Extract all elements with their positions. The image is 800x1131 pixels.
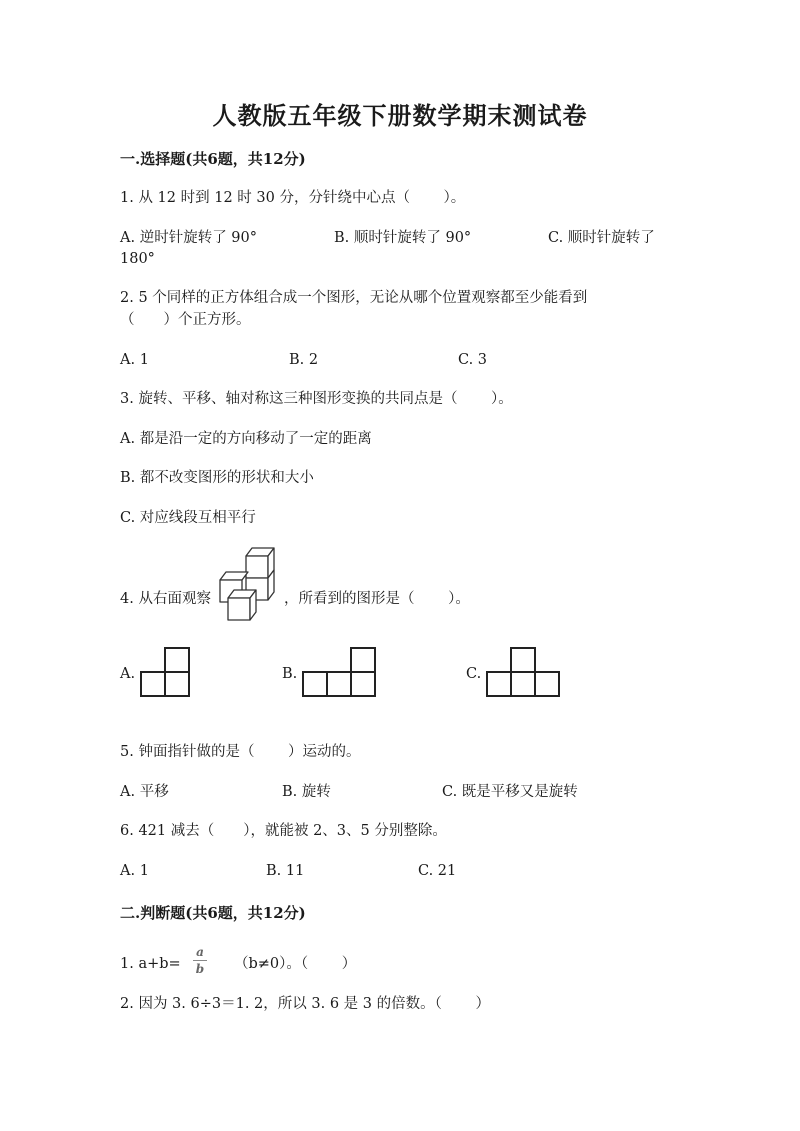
question-4-option-c-label: C.	[466, 666, 482, 682]
cube-stack-figure	[216, 546, 280, 624]
option-b-view-figure	[300, 646, 380, 700]
question-2-stem: 2. 5 个同样的正方体组合成一个图形，无论从哪个位置观察都至少能看到	[120, 290, 588, 306]
section-heading-choice: 一.选择题(共6题，共12分)	[120, 150, 306, 168]
question-6-option-c: C. 21	[418, 863, 457, 879]
question-1-option-a: A. 逆时针旋转了 90°	[120, 230, 257, 246]
question-5-option-a: A. 平移	[120, 784, 169, 800]
question-3-option-b: B. 都不改变图形的形状和大小	[120, 470, 314, 486]
question-1-option-c-continued: 180°	[120, 251, 155, 267]
fraction-numerator: a	[196, 945, 204, 959]
question-1-option-c: C. 顺时针旋转了	[548, 230, 655, 246]
fraction-bar	[193, 960, 207, 961]
question-3-stem: 3. 旋转、平移、轴对称这三种图形变换的共同点是（ ）。	[120, 391, 513, 407]
question-3-option-a: A. 都是沿一定的方向移动了一定的距离	[120, 431, 372, 447]
judgement-1-start: 1. a+b=	[120, 956, 181, 972]
question-1-option-b: B. 顺时针旋转了 90°	[334, 230, 472, 246]
judgement-1-end: （b≠0）。（ ）	[234, 956, 357, 972]
question-3-option-c: C. 对应线段互相平行	[120, 510, 256, 526]
question-6-stem: 6. 421 减去（ ），就能被 2、3、5 分别整除。	[120, 823, 447, 839]
question-6-option-b: B. 11	[266, 863, 305, 879]
question-4-option-a-label: A.	[120, 666, 136, 682]
question-2-option-a: A. 1	[120, 352, 149, 368]
question-4-stem-start: 4. 从右面观察	[120, 591, 211, 607]
question-2-stem-continued: （ ）个正方形。	[120, 312, 251, 328]
judgement-2: 2. 因为 3. 6÷3＝1. 2，所以 3. 6 是 3 的倍数。（ ）	[120, 996, 490, 1012]
question-6-option-a: A. 1	[120, 863, 149, 879]
section-heading-judgement: 二.判断题(共6题，共12分)	[120, 904, 306, 922]
question-5-option-b: B. 旋转	[282, 784, 331, 800]
option-c-view-figure	[486, 646, 566, 700]
question-5-option-c: C. 既是平移又是旋转	[442, 784, 578, 800]
fraction-a-over-b	[193, 945, 207, 976]
option-a-view-figure	[140, 646, 194, 700]
question-2-option-b: B. 2	[289, 352, 319, 368]
question-1-stem: 1. 从 12 时到 12 时 30 分，分针绕中心点（ ）。	[120, 190, 466, 206]
question-4-stem-end: ，所看到的图形是（ ）。	[284, 591, 470, 607]
fraction-denominator: b	[195, 962, 205, 976]
question-4-option-b-label: B.	[282, 666, 298, 682]
page-title: 人教版五年级下册数学期末测试卷	[212, 101, 588, 130]
question-2-option-c: C. 3	[458, 352, 488, 368]
question-5-stem: 5. 钟面指针做的是（ ）运动的。	[120, 744, 361, 760]
